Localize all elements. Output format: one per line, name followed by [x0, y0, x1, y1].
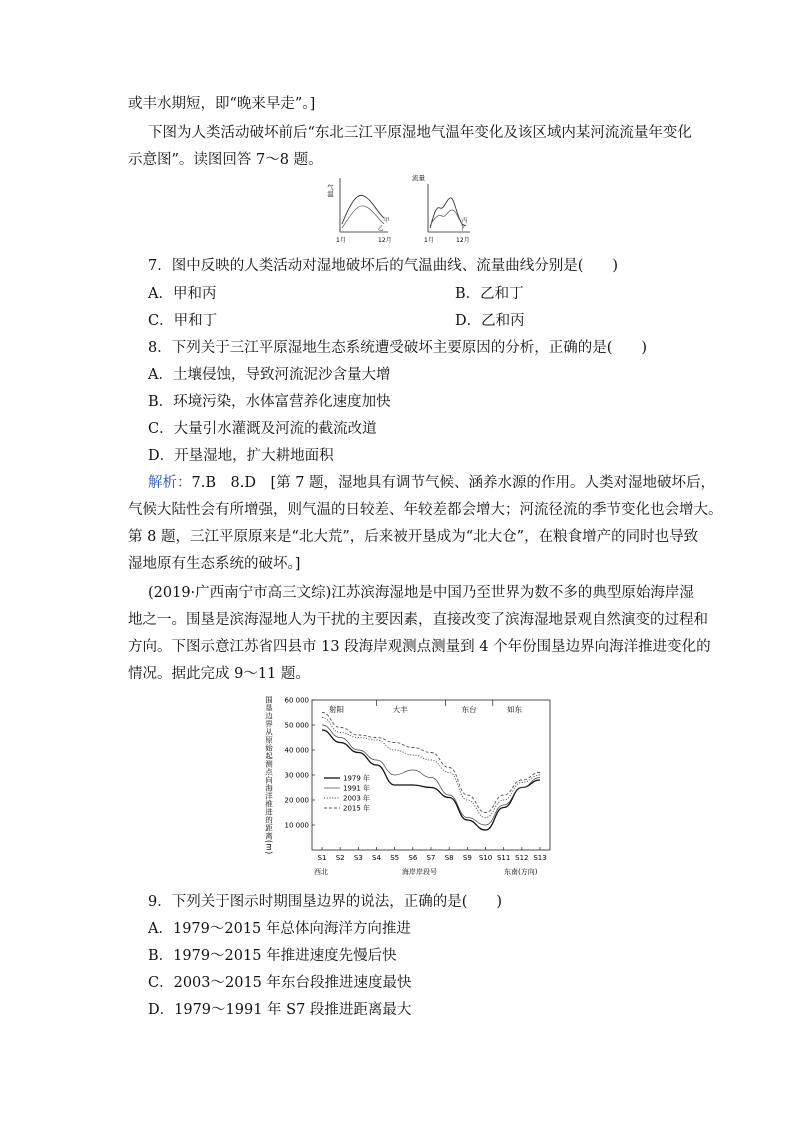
region-label: 东台 [461, 705, 477, 714]
option-8b: B．环境污染，水体富营养化速度加快 [148, 394, 391, 410]
option-8d: D．开垦湿地，扩大耕地面积 [148, 448, 334, 464]
answer-line-2: 气候大陆性会有所增强，则气温的日较差、年较差都会增大；河流径流的季节变化也会增大。 [128, 502, 723, 518]
x-tick-label: S5 [390, 854, 400, 862]
x-tick-label: S12 [515, 854, 529, 862]
x-tick-label: S10 [478, 854, 493, 862]
question-7: 7．图中反映的人类活动对湿地破坏后的气温曲线、流量曲线分别是( ) [148, 258, 619, 274]
right-ylabel: 流量 [412, 174, 425, 182]
x-tick-label: S9 [462, 854, 472, 862]
right-xend: 12月 [456, 237, 470, 244]
left-small-chart [326, 178, 392, 244]
y-tick-label: 50 000 [284, 721, 309, 730]
text-line: 示意图”。读图回答 7～8 题。 [128, 152, 323, 168]
y-tick-label: 30 000 [284, 771, 309, 780]
option-7c: C．甲和丁 [148, 313, 218, 329]
x-tick-label: S4 [372, 854, 381, 862]
legend-label: 1991 年 [343, 784, 371, 793]
passage-line-4: 情况。据此完成 9～11 题。 [128, 666, 310, 682]
region-label: 如东 [507, 705, 523, 714]
answer-line-1 [148, 473, 715, 493]
legend-label: 2003 年 [343, 794, 371, 803]
x-tick-label: S11 [496, 854, 511, 862]
option-7b: B．乙和丁 [455, 286, 524, 302]
option-7a: A．甲和丙 [148, 286, 217, 302]
answer-label: 解析： [148, 475, 192, 491]
region-label: 射阳 [329, 705, 345, 714]
x-tick-label: S7 [426, 854, 436, 862]
question-9: 9．下列关于图示时期围垦边界的说法，正确的是( ) [148, 894, 503, 910]
y-tick-label: 10 000 [284, 821, 309, 830]
option-7d: D．乙和丙 [455, 313, 525, 329]
series-line [322, 718, 540, 818]
svg-text:围垦边界从原始起测点向海洋推进的距离(m): 围垦边界从原始起测点向海洋推进的距离(m) [264, 696, 274, 855]
region-label: 大丰 [392, 705, 408, 714]
left-xstart: 1月 [336, 237, 346, 244]
coastline-chart [262, 692, 562, 880]
option-8a: A．土壤侵蚀，导致河流泥沙含量大增 [148, 367, 391, 383]
small-charts-figure [322, 174, 472, 248]
answer-line-3: 第 8 题，三江平原原来是“北大荒”，后来被开垦成为“北大仓”，在粮食增产的同时也导致 [128, 529, 699, 545]
right-label-bing: 丙 [462, 218, 468, 224]
y-tick-label: 20 000 [284, 796, 309, 805]
text-line: 或丰水期短，即“晚来早走”。] [128, 96, 316, 112]
option-9c: C．2003～2015 年东台段推进速度最快 [148, 975, 412, 991]
legend-label: 1979 年 [343, 774, 371, 783]
passage-line-2: 地之一。围垦是滨海湿地人为干扰的主要因素，直接改变了滨海湿地景观自然演变的过程和 [128, 612, 708, 628]
y-tick-label: 40 000 [284, 746, 309, 755]
x-tick-label: S8 [444, 854, 454, 862]
left-ylabel: 气温 [326, 184, 334, 197]
answer-line-4: 湿地原有生态系统的破坏。] [128, 556, 301, 572]
answer-text: 7.B 8.D [第 7 题，湿地具有调节气候、涵养水源的作用。人类对湿地破坏后， [191, 475, 716, 491]
right-label-ding: 丁 [460, 226, 466, 232]
legend-label: 2015 年 [343, 804, 371, 813]
chart-ylabel [264, 696, 273, 855]
x-left-note: 西北 [314, 868, 328, 876]
question-8: 8．下列关于三江平原湿地生态系统遭受破坏主要原因的分析，正确的是( ) [148, 340, 648, 356]
right-small-chart [412, 174, 470, 244]
right-xstart: 1月 [424, 237, 434, 244]
option-9b: B．1979～2015 年推进速度先慢后快 [148, 948, 397, 964]
x-tick-label: S2 [335, 854, 345, 862]
y-tick-label: 60 000 [284, 696, 309, 705]
left-label-jia: 甲 [384, 218, 390, 224]
x-tick-label: S6 [408, 854, 418, 862]
x-axis-label: 海岸岸段号 [402, 868, 437, 876]
option-9d: D．1979～1991 年 S7 段推进距离最大 [148, 1002, 412, 1018]
text-line: 下图为人类活动破坏前后“东北三江平原湿地气温年变化及该区域内某河流流量年变化 [148, 125, 692, 141]
x-tick-label: S13 [533, 854, 547, 862]
passage-line-1: (2019·广西南宁市高三文综)江苏滨海湿地是中国乃至世界为数不多的典型原始海岸湿 [148, 585, 694, 601]
x-tick-label: S1 [317, 854, 327, 862]
option-9a: A．1979～2015 年总体向海洋方向推进 [148, 921, 411, 937]
passage-line-3: 方向。下图示意江苏省四县市 13 段海岸观测点测量到 4 个年份围垦边界向海洋推进变化的 [128, 639, 711, 655]
x-tick-label: S3 [353, 854, 363, 862]
left-xend: 12月 [378, 237, 392, 244]
left-label-yi: 乙 [378, 226, 384, 232]
option-8c: C．大量引水灌溉及河流的截流改道 [148, 421, 377, 437]
x-right-note: 东南(方向) [504, 868, 538, 876]
